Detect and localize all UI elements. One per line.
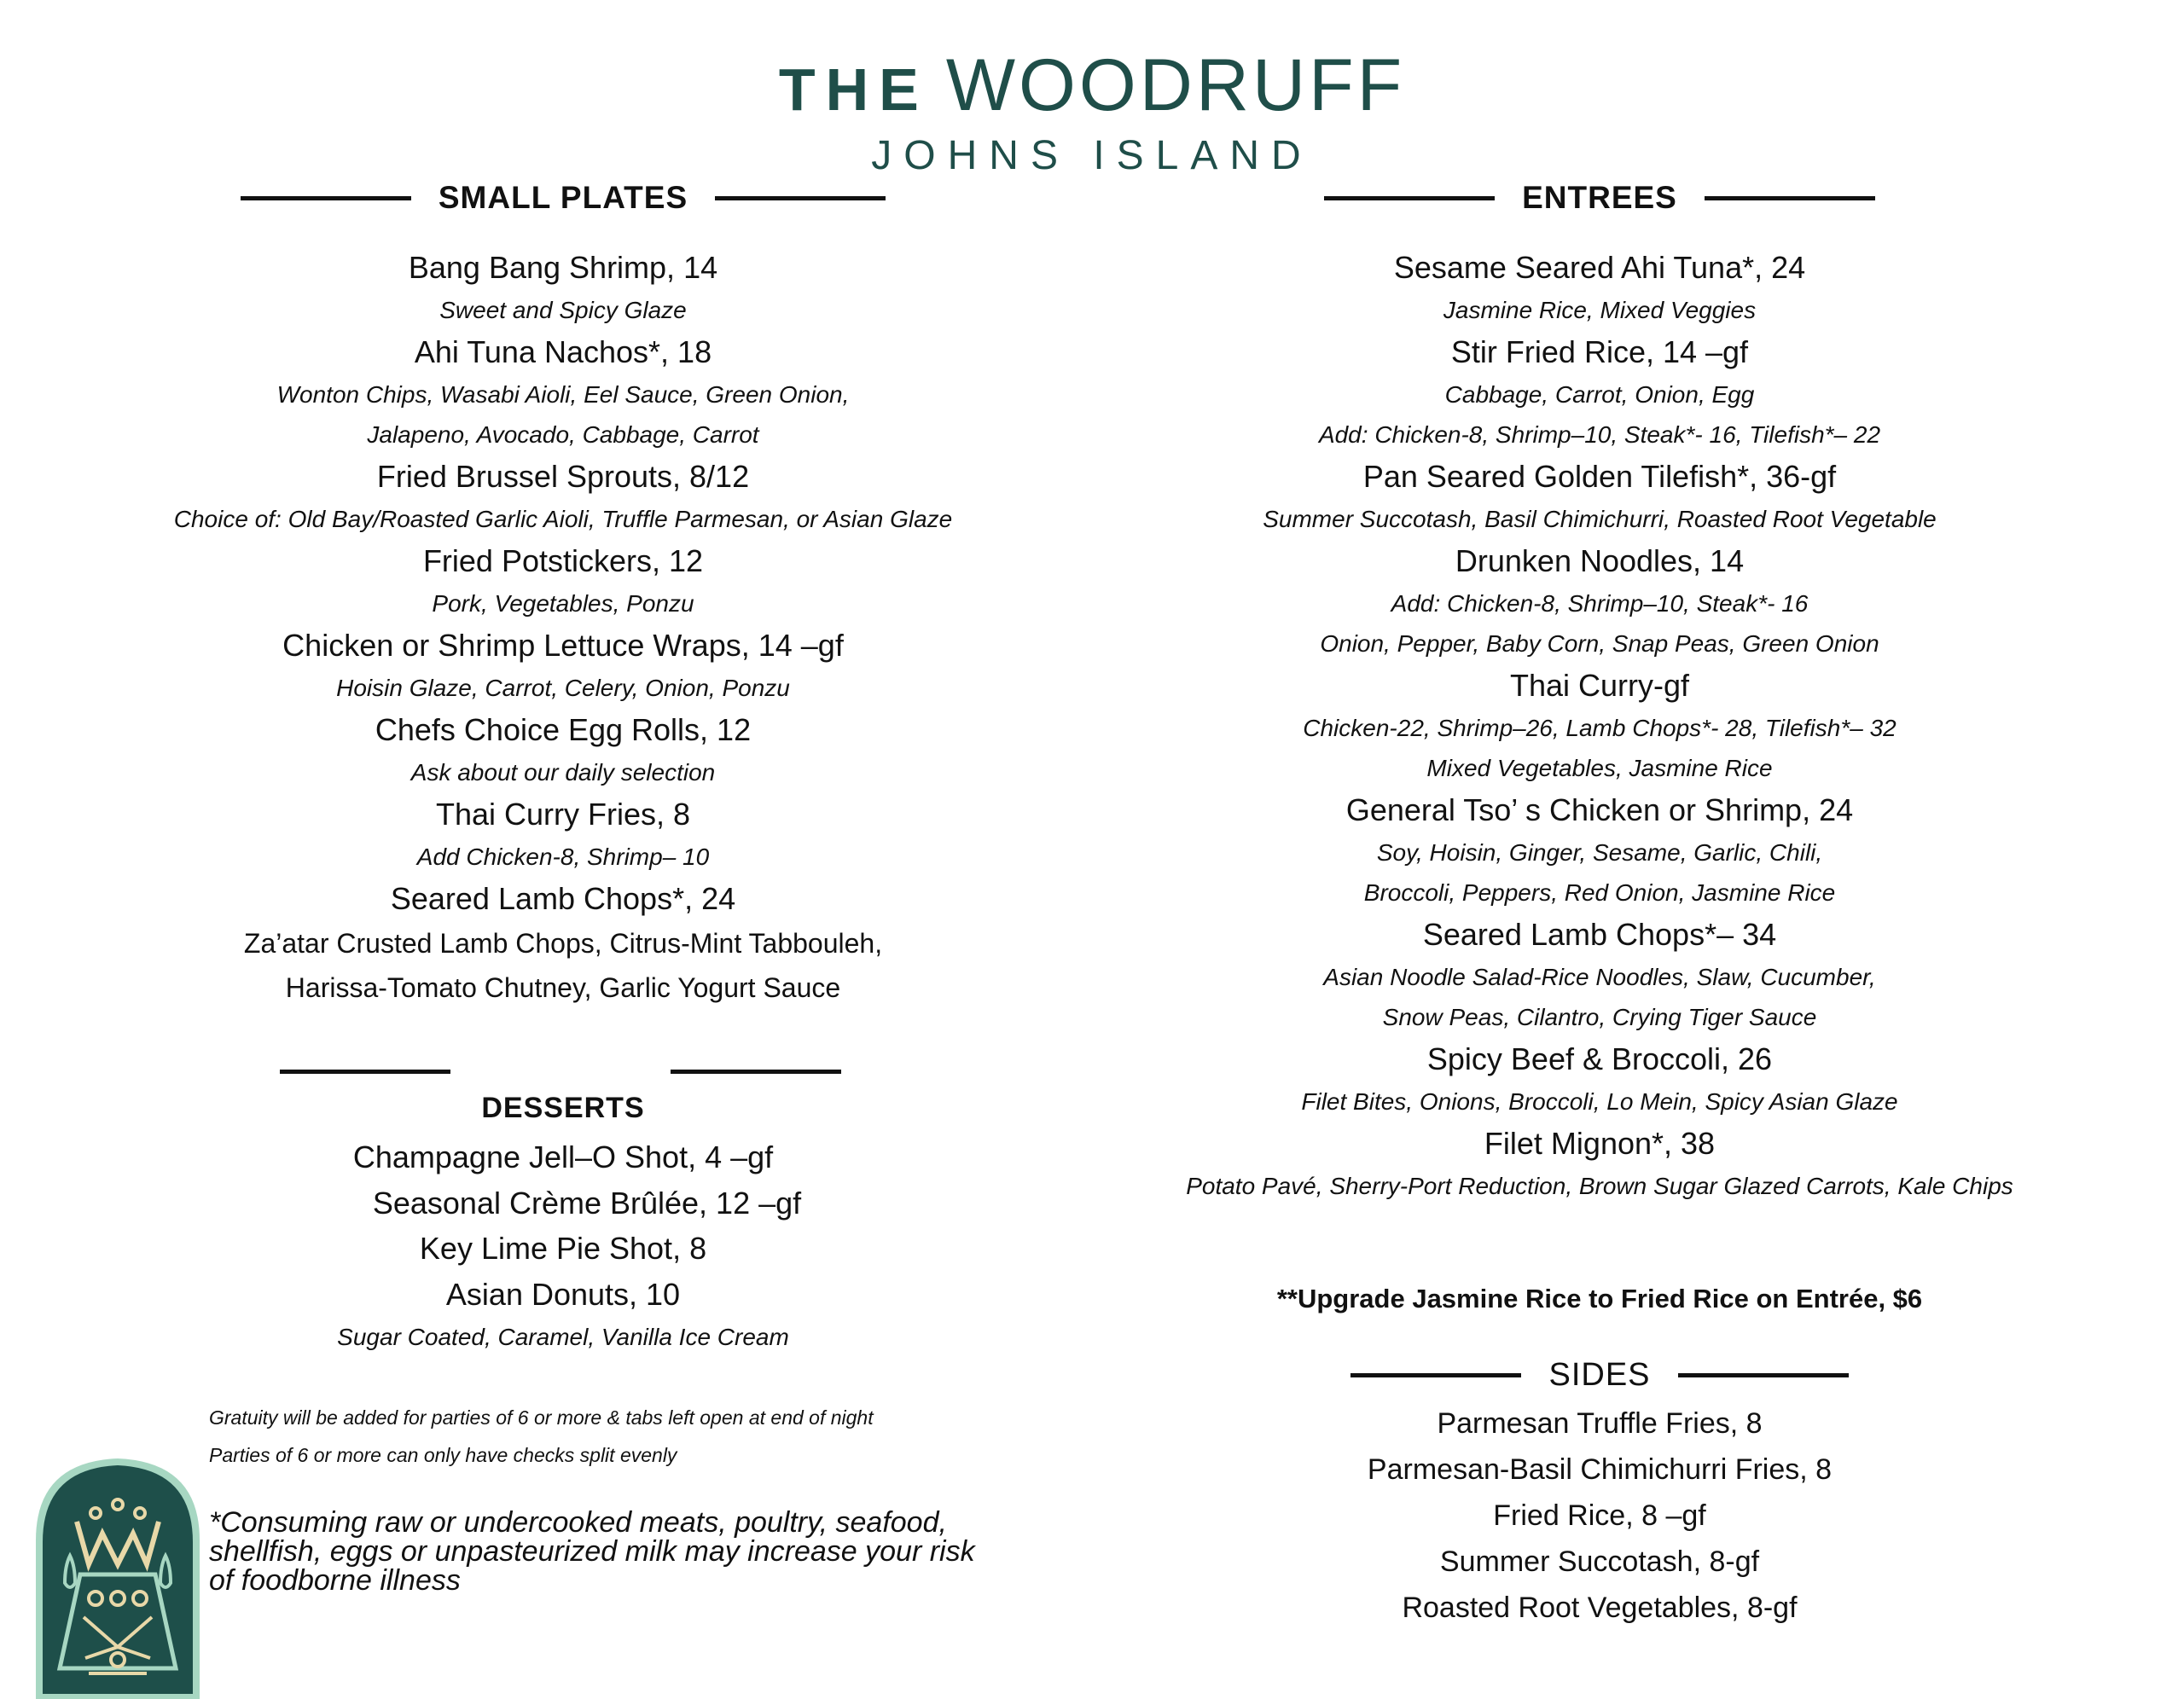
menu-item [1156, 455, 2043, 539]
item-desc: Harissa-Tomato Chutney, Garlic Yogurt Sauce [285, 972, 841, 1003]
menu-item [119, 792, 1007, 877]
item-name: Fried Brussel Sprouts, 8/12 [376, 459, 750, 494]
item-name: Fried Potstickers, 12 [422, 543, 704, 578]
brand-name: WOODRUFF [945, 44, 1406, 126]
desserts-title: DESSERTS [481, 1092, 645, 1124]
item-desc: Add: Chicken-8, Shrimp–10, Steak*- 16 [1391, 590, 1809, 617]
warning-line: *Consuming raw or undercooked meats, poultry, seafood, [209, 1506, 947, 1539]
menu-item [119, 330, 1007, 455]
small-plates-title: SMALL PLATES [438, 180, 688, 215]
item-desc: Cabbage, Carrot, Onion, Egg [1444, 381, 1755, 408]
dessert-item: Asian Donuts, 10 [445, 1276, 681, 1312]
item-name: Chefs Choice Egg Rolls, 12 [375, 712, 752, 747]
entrees-section [1156, 172, 2043, 1206]
item-desc: Chicken-22, Shrimp–26, Lamb Chops*- 28, Tilefish*– 32 [1303, 715, 1896, 741]
menu-item [119, 539, 1007, 623]
divider [1705, 196, 1875, 200]
item-name: Sesame Seared Ahi Tuna*, 24 [1393, 250, 1806, 285]
split-note: Parties of 6 or more can only have checks split evenly [209, 1444, 677, 1466]
divider [241, 196, 411, 200]
item-name: Thai Curry Fries, 8 [435, 797, 691, 832]
woodruff-crest-logo [32, 1455, 203, 1699]
item-name: Spicy Beef & Broccoli, 26 [1426, 1041, 1773, 1076]
menu-item [119, 455, 1007, 539]
item-desc: Wonton Chips, Wasabi Aioli, Eel Sauce, Green Onion, [276, 381, 850, 408]
menu-item [119, 246, 1007, 330]
dessert-item: Key Lime Pie Shot, 8 [419, 1231, 707, 1266]
sides-section [1156, 1349, 2043, 1631]
side-item: Parmesan Truffle Fries, 8 [1437, 1407, 1763, 1440]
divider [671, 1070, 841, 1074]
item-desc: Jasmine Rice, Mixed Veggies [1443, 297, 1757, 323]
item-name: Stir Fried Rice, 14 –gf [1450, 334, 1749, 369]
dessert-desc: Sugar Coated, Caramel, Vanilla Ice Cream [337, 1324, 789, 1350]
small-plates-header [119, 172, 1007, 223]
side-item: Summer Succotash, 8-gf [1439, 1545, 1760, 1578]
item-desc: Asian Noodle Salad-Rice Noodles, Slaw, Cucumber, [1323, 964, 1876, 990]
brand-the: THE [778, 56, 929, 123]
entrees-header [1156, 172, 2043, 223]
item-desc: Soy, Hoisin, Ginger, Sesame, Garlic, Chili, [1376, 839, 1823, 866]
menu-item [1156, 913, 2043, 1037]
sides-title: SIDES [1548, 1356, 1651, 1393]
item-desc: Filet Bites, Onions, Broccoli, Lo Mein, Spicy Asian Glaze [1301, 1088, 1898, 1115]
side-item: Roasted Root Vegetables, 8-gf [1402, 1592, 1798, 1624]
desserts-section [119, 1059, 1007, 1357]
item-desc: Snow Peas, Cilantro, Crying Tiger Sauce [1382, 1004, 1817, 1030]
item-name: Ahi Tuna Nachos*, 18 [414, 334, 712, 369]
item-desc: Add Chicken-8, Shrimp– 10 [416, 844, 710, 870]
item-name: Seared Lamb Chops*– 34 [1422, 917, 1777, 952]
policy-notes [209, 1399, 874, 1474]
item-name: Thai Curry-gf [1509, 668, 1690, 703]
item-desc: Ask about our daily selection [410, 759, 716, 786]
brand-header [0, 44, 2184, 180]
menu-item [1156, 246, 2043, 330]
small-plates-section [119, 172, 1007, 1010]
item-name: Seared Lamb Chops*, 24 [390, 881, 736, 916]
item-desc: Mixed Vegetables, Jasmine Rice [1426, 755, 1773, 781]
item-name: Chicken or Shrimp Lettuce Wraps, 14 –gf [282, 628, 844, 663]
divider [1350, 1373, 1521, 1377]
side-item: Fried Rice, 8 –gf [1493, 1499, 1706, 1532]
menu-item [119, 623, 1007, 708]
gratuity-note: Gratuity will be added for parties of 6 or more & tabs left open at end of night [209, 1406, 874, 1429]
item-desc: Jalapeno, Avocado, Cabbage, Carrot [367, 421, 759, 448]
item-desc: Onion, Pepper, Baby Corn, Snap Peas, Green Onion [1320, 630, 1879, 657]
item-desc: Summer Succotash, Basil Chimichurri, Roasted Root Vegetable [1263, 506, 1937, 532]
menu-item [1156, 1122, 2043, 1206]
side-item: Parmesan-Basil Chimichurri Fries, 8 [1367, 1453, 1833, 1486]
dessert-item: Seasonal Crème Brûlée, 12 –gf [372, 1185, 802, 1221]
dessert-item: Champagne Jell–O Shot, 4 –gf [352, 1139, 774, 1174]
item-name: Pan Seared Golden Tilefish*, 36-gf [1362, 459, 1837, 494]
item-name: Bang Bang Shrimp, 14 [408, 250, 718, 285]
item-desc: Choice of: Old Bay/Roasted Garlic Aioli, Truffle Parmesan, or Asian Glaze [173, 506, 953, 532]
item-desc: Potato Pavé, Sherry-Port Reduction, Brown Sugar Glazed Carrots, Kale Chips [1186, 1173, 2013, 1199]
warning-line: of foodborne illness [209, 1564, 461, 1597]
item-desc: Pork, Vegetables, Ponzu [432, 590, 694, 617]
divider [280, 1070, 450, 1074]
divider [1678, 1373, 1849, 1377]
menu-item [1156, 664, 2043, 788]
item-desc: Broccoli, Peppers, Red Onion, Jasmine Rice [1363, 879, 1836, 906]
item-desc: Add: Chicken-8, Shrimp–10, Steak*- 16, Tilefish*– 22 [1318, 421, 1881, 448]
item-desc: Za’atar Crusted Lamb Chops, Citrus-Mint Tabbouleh, [243, 928, 883, 959]
brand-title [0, 44, 2184, 130]
menu-item [119, 877, 1007, 1010]
desserts-header [119, 1059, 1007, 1128]
divider [715, 196, 886, 200]
item-name: Filet Mignon*, 38 [1484, 1126, 1716, 1161]
entrees-title: ENTREES [1522, 180, 1677, 215]
upgrade-note: **Upgrade Jasmine Rice to Fried Rice on Entrée, $6 [1276, 1284, 1923, 1313]
sides-header [1156, 1349, 2043, 1400]
menu-item [1156, 788, 2043, 913]
item-desc: Hoisin Glaze, Carrot, Celery, Onion, Ponzu [336, 675, 790, 701]
brand-location: JOHNS ISLAND [871, 133, 1313, 178]
divider [1324, 196, 1495, 200]
consumption-warning [209, 1508, 975, 1595]
item-name: General Tso’ s Chicken or Shrimp, 24 [1345, 792, 1854, 827]
item-desc: Sweet and Spicy Glaze [439, 297, 687, 323]
warning-line: shellfish, eggs or unpasteurized milk may increase your risk [209, 1535, 975, 1568]
menu-item [119, 708, 1007, 792]
menu-item [1156, 1037, 2043, 1122]
item-name: Drunken Noodles, 14 [1455, 543, 1745, 578]
menu-item [1156, 539, 2043, 664]
menu-item [1156, 330, 2043, 455]
